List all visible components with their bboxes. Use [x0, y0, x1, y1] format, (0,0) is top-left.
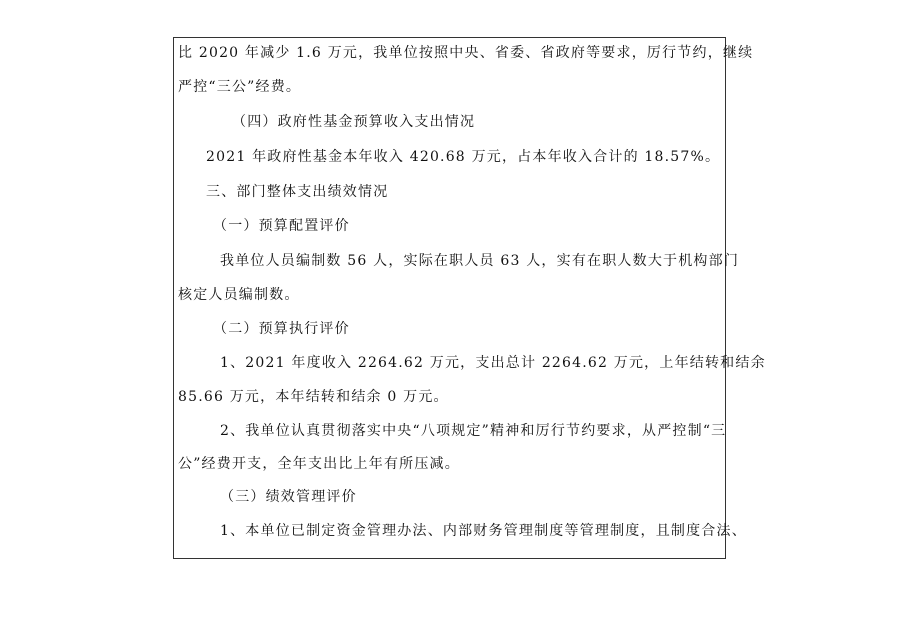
- section-heading-performance: 三、部门整体支出绩效情况: [206, 184, 389, 200]
- text-line-staffing-cont: 核定人员编制数。: [178, 287, 300, 303]
- subheading-budget-execution: （二）预算执行评价: [213, 321, 350, 337]
- text-line-staffing: 我单位人员编制数 56 人，实际在职人员 63 人，实有在职人数大于机构部门: [220, 253, 740, 269]
- text-line-1: 比 2020 年减少 1.6 万元，我单位按照中央、省委、省政府等要求，厉行节约，继续: [178, 45, 754, 61]
- text-line-management-system: 1、本单位已制定资金管理办法、内部财务管理制度等管理制度，且制度合法、: [220, 523, 747, 539]
- subheading-budget-allocation: （一）预算配置评价: [213, 218, 350, 234]
- text-line-regulations: 2、我单位认真贯彻落实中央“八项规定”精神和厉行节约要求，从严控制“三: [220, 423, 727, 439]
- subheading-performance-management: （三）绩效管理评价: [220, 489, 357, 505]
- text-line-income-cont: 85.66 万元，本年结转和结余 0 万元。: [178, 389, 449, 405]
- text-line-2: 严控“三公”经费。: [178, 79, 302, 95]
- text-line-income: 1、2021 年度收入 2264.62 万元，支出总计 2264.62 万元，上年结转和结余: [220, 355, 766, 371]
- section-heading-government-fund: （四）政府性基金预算收入支出情况: [232, 114, 476, 130]
- text-line-government-fund: 2021 年政府性基金本年收入 420.68 万元，占本年收入合计的 18.57%。: [206, 149, 721, 165]
- text-line-regulations-cont: 公”经费开支，全年支出比上年有所压减。: [178, 456, 460, 472]
